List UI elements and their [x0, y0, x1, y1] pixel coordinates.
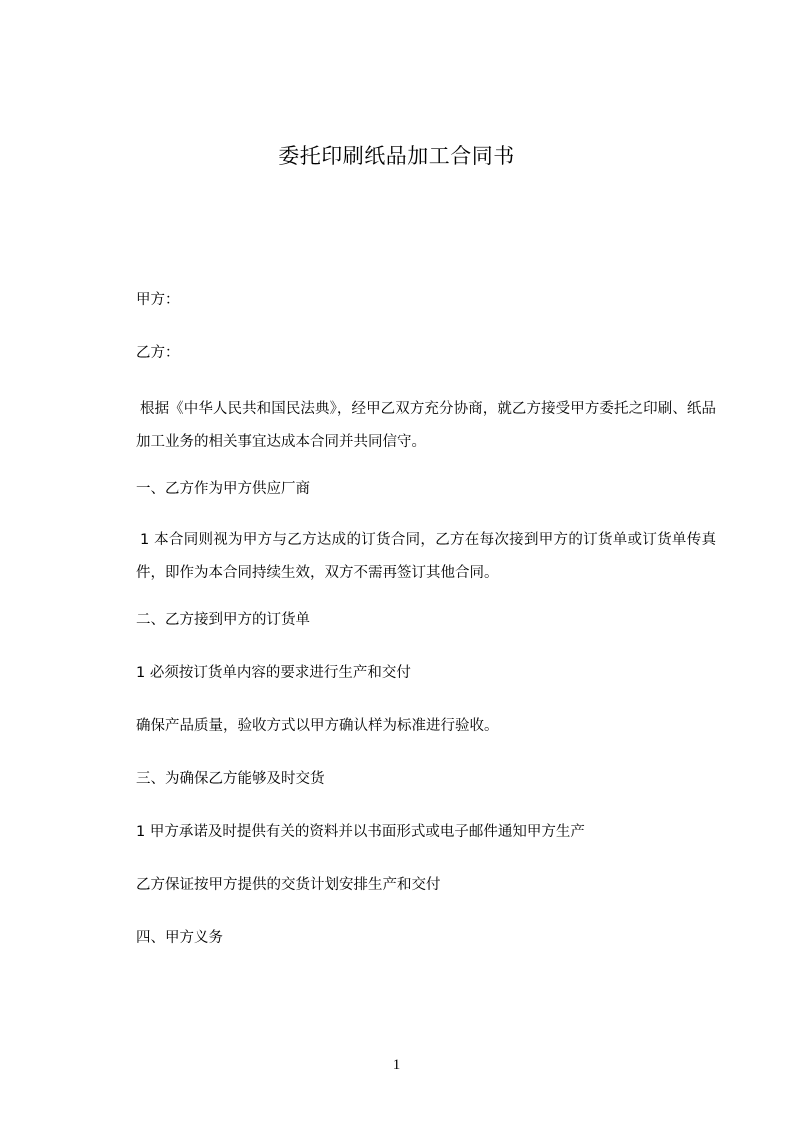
section-4-heading: 四、甲方义务 [136, 930, 223, 946]
section-3-heading: 三、为确保乙方能够及时交货 [136, 771, 325, 787]
section-2-item-1: 1 必须按订货单内容的要求进行生产和交付 [136, 665, 411, 681]
section-2-item-2: 确保产品质量，验收方式以甲方确认样为标准进行验收。 [136, 718, 499, 734]
page-number: 1 [392, 1057, 401, 1073]
section-3-item-1: 1 甲方承诺及时提供有关的资料并以书面形式或电子邮件通知甲方生产 [136, 824, 585, 840]
party-b-label: 乙方： [136, 345, 180, 361]
section-1-heading: 一、乙方作为甲方供应厂商 [136, 481, 310, 497]
section-3-item-2: 乙方保证按甲方提供的交货计划安排生产和交付 [136, 877, 441, 893]
section-2-heading: 二、乙方接到甲方的订货单 [136, 612, 310, 628]
party-a-label: 甲方： [136, 292, 180, 308]
document-title: 委托印刷纸品加工合同书 [278, 144, 515, 168]
section-1-item-1: 1 本合同则视为甲方与乙方达成的订货合同，乙方在每次接到甲方的订货单或订货单传真件，即作为本合同持续生效，双方不需再签订其他合同。 [136, 532, 716, 581]
preamble-paragraph: 根据《中华人民共和国民法典》，经甲乙双方充分协商，就乙方接受甲方委托之印刷、纸品加工业务的相关事宜达成本合同并共同信守。 [136, 401, 716, 450]
